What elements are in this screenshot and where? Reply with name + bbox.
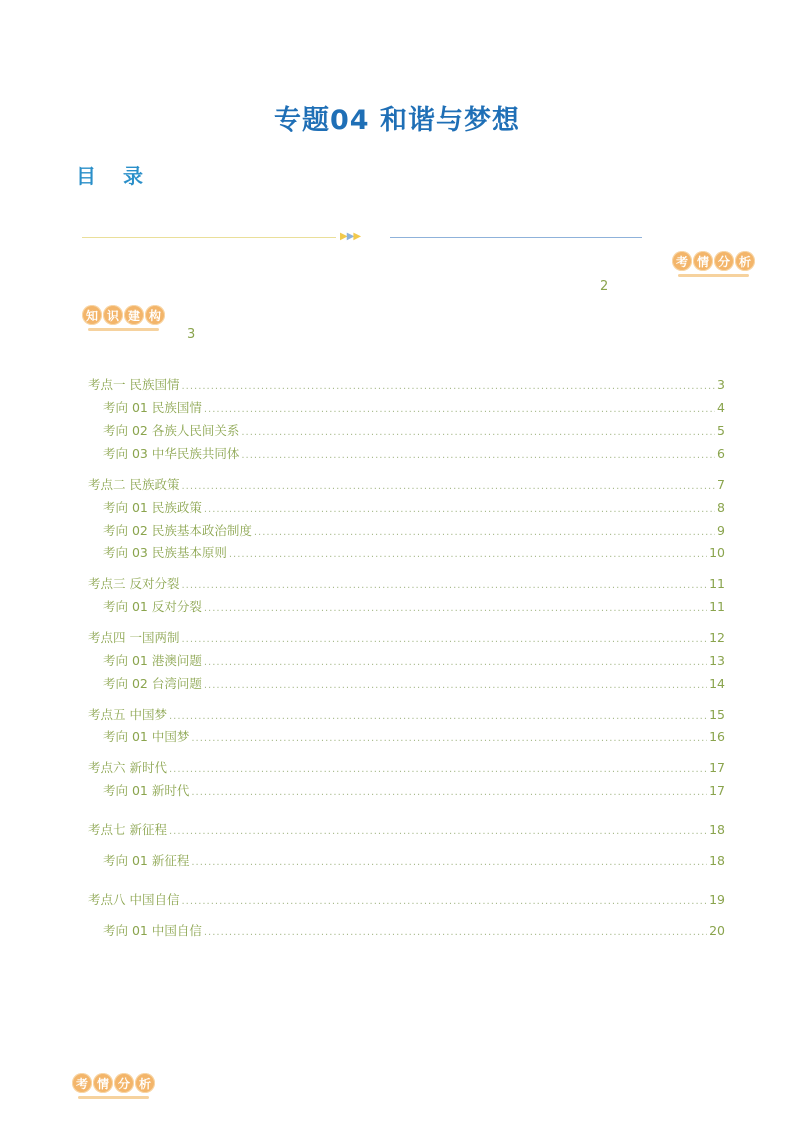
toc-page-number: 11	[709, 576, 725, 591]
toc-entry-label: 考点四 一国两制	[88, 630, 180, 645]
toc-entry-label: 考向 02 台湾问题	[103, 676, 202, 691]
toc-leader-dots	[204, 680, 707, 691]
toc-leader-dots	[191, 857, 707, 868]
toc-subentry[interactable]	[103, 421, 725, 439]
toc-subentry[interactable]	[103, 444, 725, 462]
toc-page-number: 7	[717, 477, 725, 492]
toc-entry-label: 考向 01 新时代	[103, 783, 190, 798]
toc-page-number: 16	[709, 729, 725, 744]
toc-entry[interactable]	[88, 628, 725, 646]
badge-char: 情	[693, 251, 713, 271]
toc-subentry[interactable]	[103, 781, 725, 799]
toc-subentry[interactable]	[103, 398, 725, 416]
toc-leader-dots	[191, 787, 707, 798]
toc-entry-label: 考向 01 港澳问题	[103, 653, 202, 668]
toc-page-number: 5	[717, 423, 725, 438]
toc-entry[interactable]	[88, 375, 725, 393]
badge-char: 析	[735, 251, 755, 271]
badge-char: 分	[114, 1073, 134, 1093]
toc-leader-dots	[169, 826, 707, 837]
toc-entry-label: 考向 01 中国梦	[103, 729, 190, 744]
toc-entry-label: 考点七 新征程	[88, 822, 167, 837]
toc-subentry[interactable]	[103, 543, 725, 561]
badge-underline	[78, 1096, 149, 1099]
toc-entry-label: 考点八 中国自信	[88, 892, 180, 907]
toc-entry-label: 考向 03 民族基本原则	[103, 545, 227, 560]
toc-leader-dots	[204, 603, 707, 614]
toc-page-number: 4	[717, 400, 725, 415]
toc-page-number: 18	[709, 822, 725, 837]
badge-char: 析	[135, 1073, 155, 1093]
toc-leader-dots	[181, 896, 707, 907]
toc-entry[interactable]	[88, 758, 725, 776]
toc-entry-label: 考向 01 中国自信	[103, 923, 202, 938]
toc-leader-dots	[181, 481, 715, 492]
toc-page-number: 14	[709, 676, 725, 691]
badge-char: 知	[82, 305, 102, 325]
knowledge-page-number[interactable]: 3	[187, 327, 196, 342]
toc-subentry[interactable]	[103, 651, 725, 669]
toc-subentry[interactable]	[103, 498, 725, 516]
toc-page-number: 20	[709, 923, 725, 938]
toc-page-number: 19	[709, 892, 725, 907]
toc-subentry[interactable]	[103, 851, 725, 869]
toc-entry[interactable]	[88, 705, 725, 723]
toc-page-number: 6	[717, 446, 725, 461]
toc-leader-dots	[169, 764, 707, 775]
badge-char: 情	[93, 1073, 113, 1093]
toc-subentry[interactable]	[103, 521, 725, 539]
toc-subentry[interactable]	[103, 727, 725, 745]
badge-char: 构	[145, 305, 165, 325]
badge-char: 识	[103, 305, 123, 325]
toc-page-number: 15	[709, 707, 725, 722]
toc-entry-label: 考点二 民族政策	[88, 477, 180, 492]
toc-entry-label: 考向 01 新征程	[103, 853, 190, 868]
toc-page-number: 18	[709, 853, 725, 868]
badge-char: 考	[672, 251, 692, 271]
toc-leader-dots	[191, 733, 707, 744]
toc-page-number: 17	[709, 783, 725, 798]
toc-entry-label: 考点三 反对分裂	[88, 576, 180, 591]
toc-page-number: 8	[717, 500, 725, 515]
toc-entry-label: 考点五 中国梦	[88, 707, 167, 722]
toc-leader-dots	[181, 634, 707, 645]
badge-char: 建	[124, 305, 144, 325]
toc-entry-label: 考向 03 中华民族共同体	[103, 446, 240, 461]
toc-page-number: 11	[709, 599, 725, 614]
toc-leader-dots	[204, 404, 715, 415]
toc-page-number: 9	[717, 523, 725, 538]
toc-leader-dots	[169, 711, 707, 722]
toc-entry-label: 考向 01 反对分裂	[103, 599, 202, 614]
toc-entry-label: 考点六 新时代	[88, 760, 167, 775]
toc-entry-label: 考点一 民族国情	[88, 377, 180, 392]
toc-leader-dots	[181, 381, 715, 392]
toc-leader-dots	[229, 549, 707, 560]
toc-leader-dots	[204, 657, 707, 668]
toc-page-number: 3	[717, 377, 725, 392]
toc-entry[interactable]	[88, 475, 725, 493]
toc-page-number: 10	[709, 545, 725, 560]
toc-page-number: 12	[709, 630, 725, 645]
toc-entry[interactable]	[88, 890, 725, 908]
toc-leader-dots	[241, 427, 715, 438]
toc-leader-dots	[181, 580, 707, 591]
toc-page-number: 13	[709, 653, 725, 668]
badge-char: 分	[714, 251, 734, 271]
analysis-badge-bottom[interactable]	[72, 1073, 155, 1093]
toc-subentry[interactable]	[103, 921, 725, 939]
toc-entry[interactable]	[88, 574, 725, 592]
toc-leader-dots	[241, 450, 715, 461]
toc-entry-label: 考向 01 民族国情	[103, 400, 202, 415]
toc-subentry[interactable]	[103, 674, 725, 692]
analysis-page-number[interactable]: 2	[600, 279, 609, 294]
triangle-arrows-icon: ▶▶▶	[340, 231, 361, 242]
table-of-contents	[88, 0, 728, 1123]
toc-leader-dots	[204, 927, 707, 938]
toc-entry-label: 考向 02 各族人民间关系	[103, 423, 240, 438]
toc-page-number: 17	[709, 760, 725, 775]
badge-char: 考	[72, 1073, 92, 1093]
toc-leader-dots	[204, 504, 715, 515]
toc-subentry[interactable]	[103, 597, 725, 615]
toc-leader-dots	[254, 527, 715, 538]
toc-entry-label: 考向 02 民族基本政治制度	[103, 523, 252, 538]
toc-heading: 目 录	[76, 164, 153, 188]
toc-entry[interactable]	[88, 820, 725, 838]
toc-entry-label: 考向 01 民族政策	[103, 500, 202, 515]
document-title: 专题04 和谐与梦想	[274, 105, 520, 136]
